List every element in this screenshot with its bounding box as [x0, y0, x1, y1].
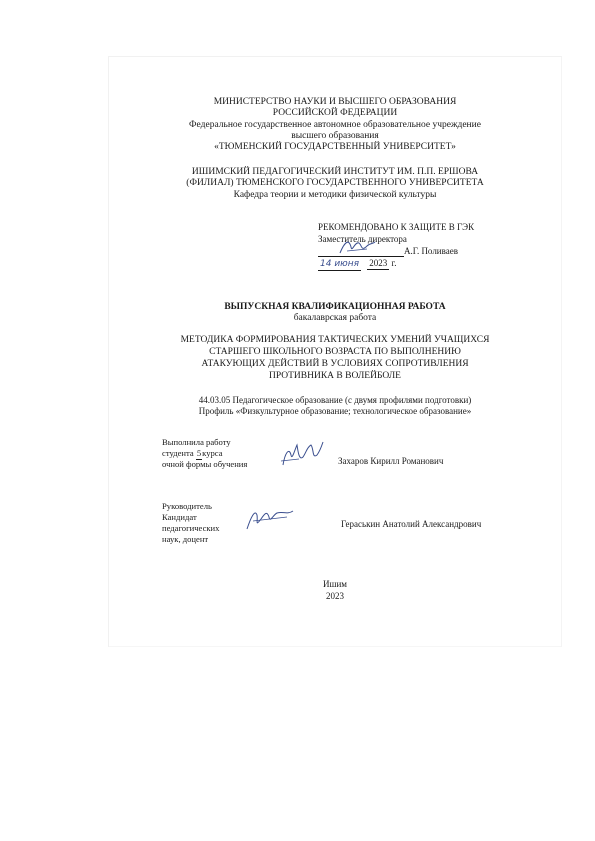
supervisor-name: Гераськин Анатолий Александрович — [341, 519, 482, 529]
department-name: Кафедра теории и методики физической культуры — [233, 190, 437, 200]
ministry-line-2: РОССИЙСКОЙ ФЕДЕРАЦИИ — [272, 108, 398, 118]
document-page — [108, 56, 562, 647]
footer-city: Ишим — [323, 579, 347, 589]
ministry-line-3: Федеральное государственное автономное образовательное учреждение — [189, 120, 481, 130]
university-name: «ТЮМЕНСКИЙ ГОСУДАРСТВЕННЫЙ УНИВЕРСИТЕТ» — [214, 142, 456, 152]
author-label-line-3: очной формы обучения — [162, 459, 248, 469]
supervisor-label-line-2: Кандидат — [162, 512, 197, 522]
supervisor-label-line-4: наук, доцент — [162, 534, 209, 544]
approval-role: Заместитель директора — [318, 234, 407, 244]
work-title-line-4: ПРОТИВНИКА В ВОЛЕЙБОЛЕ — [269, 371, 401, 381]
work-title-line-2: СТАРШЕГО ШКОЛЬНОГО ВОЗРАСТА ПО ВЫПОЛНЕНИЮ — [209, 347, 461, 357]
supervisor-label-line-3: педагогических — [162, 523, 220, 533]
work-type: ВЫПУСКНАЯ КВАЛИФИКАЦИОННАЯ РАБОТА — [224, 302, 446, 312]
author-label-suffix: курса — [202, 448, 223, 458]
specialty: 44.03.05 Педагогическое образование (с двумя профилями подготовки) — [198, 395, 472, 405]
author-label-line-2 — [162, 448, 223, 460]
institute-line-2: (ФИЛИАЛ) ТЮМЕНСКОГО ГОСУДАРСТВЕННОГО УНИВЕРСИТЕТА — [186, 178, 484, 188]
author-name: Захаров Кирилл Романович — [338, 456, 444, 466]
ministry-line-4: высшего образования — [291, 131, 379, 141]
profile: Профиль «Физкультурное образование; технологическое образование» — [198, 406, 472, 416]
work-title-line-1: МЕТОДИКА ФОРМИРОВАНИЯ ТАКТИЧЕСКИХ УМЕНИЙ УЧАЩИХСЯ — [180, 335, 490, 345]
approval-year-suffix: г. — [391, 258, 397, 268]
approval-signature-image — [337, 237, 377, 257]
author-label-line-1: Выполнила работу — [162, 437, 231, 447]
approval-name: А.Г. Поливаев — [404, 246, 458, 256]
approval-date-line — [318, 258, 396, 271]
work-title-line-3: АТАКУЮЩИХ ДЕЙСТВИЙ В УСЛОВИЯХ СОПРОТИВЛЕНИЯ — [201, 359, 469, 369]
author-signature-image — [279, 439, 325, 469]
ministry-line-1: МИНИСТЕРСТВО НАУКИ И ВЫСШЕГО ОБРАЗОВАНИЯ — [213, 97, 457, 107]
supervisor-label-line-1: Руководитель — [162, 501, 212, 511]
work-level: бакалаврская работа — [293, 313, 377, 323]
author-label-prefix: студента — [162, 448, 194, 458]
approval-date-handwritten: 14 июня — [320, 259, 360, 269]
approval-year: 2023 — [369, 258, 388, 268]
supervisor-signature-image — [243, 505, 295, 533]
footer-year: 2023 — [326, 591, 344, 601]
institute-line-1: ИШИМСКИЙ ПЕДАГОГИЧЕСКИЙ ИНСТИТУТ ИМ. П.П. ЕРШОВА — [191, 167, 479, 177]
author-course: 5 — [196, 448, 202, 458]
approval-title: РЕКОМЕНДОВАНО К ЗАЩИТЕ В ГЭК — [318, 222, 475, 232]
